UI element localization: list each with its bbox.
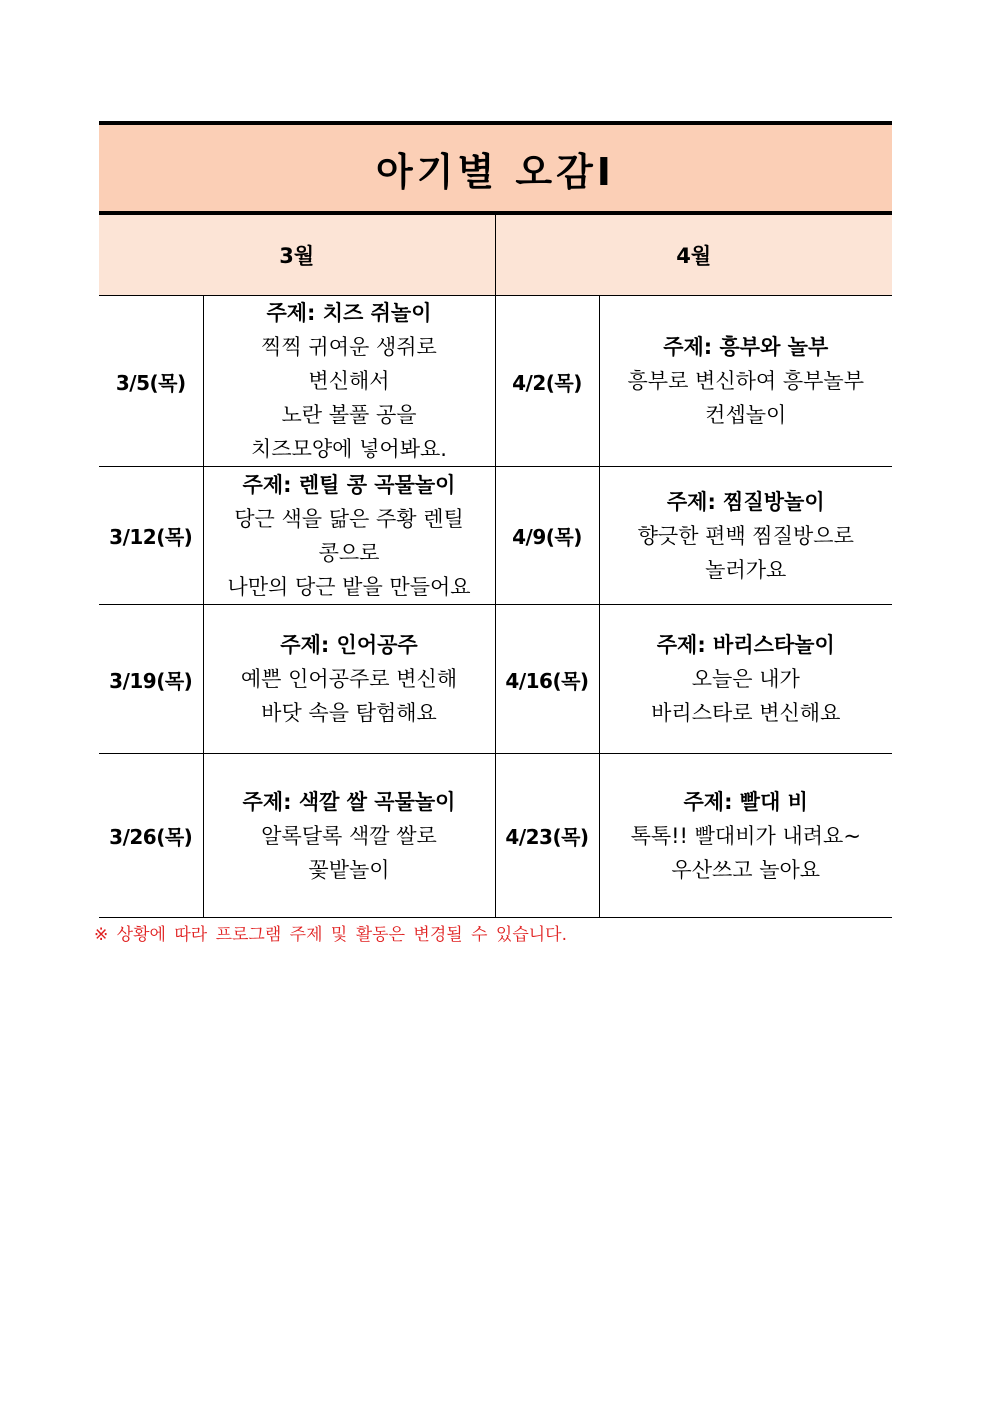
date-cell: 3/19(목) <box>99 605 203 754</box>
activity-line: 바닷 속을 탐험해요 <box>261 701 437 725</box>
activity-line: 변신해서 <box>308 369 390 393</box>
activity-cell <box>203 296 495 467</box>
activity-cell <box>599 754 892 918</box>
activity-topic: 주제: 렌틸 콩 곡물놀이 <box>242 472 456 497</box>
title-banner <box>99 121 892 214</box>
schedule-sheet <box>99 121 892 918</box>
activity-line: 바리스타로 변신해요 <box>651 701 841 725</box>
activity-line: 노란 볼풀 공을 <box>281 403 417 427</box>
activity-topic: 주제: 바리스타놀이 <box>656 633 835 657</box>
activity-line: 나만의 당근 밭을 만들어요 <box>227 574 471 599</box>
activity-line: 알록달록 색깔 쌀로 <box>261 823 437 848</box>
activity-line: 톡톡!! 빨대비가 내려요~ <box>630 823 861 848</box>
activity-line: 향긋한 편백 찜질방으로 <box>637 523 854 548</box>
date-cell: 4/16(목) <box>495 605 599 754</box>
schedule-table <box>99 214 892 918</box>
activity-topic: 주제: 인어공주 <box>280 633 418 657</box>
activity-line: 치즈모양에 넣어봐요. <box>251 437 447 461</box>
table-row <box>99 605 892 754</box>
activity-cell <box>203 467 495 605</box>
date-cell: 3/26(목) <box>99 754 203 918</box>
activity-cell <box>203 605 495 754</box>
activity-topic: 주제: 치즈 쥐놀이 <box>266 301 432 325</box>
month-header-april: 4월 <box>495 215 892 296</box>
activity-line: 흥부로 변신하여 흥부놀부 <box>627 369 864 393</box>
table-row <box>99 296 892 467</box>
activity-topic: 주제: 색깔 쌀 곡물놀이 <box>242 789 456 814</box>
date-cell: 4/23(목) <box>495 754 599 918</box>
table-row <box>99 467 892 605</box>
table-row <box>99 754 892 918</box>
activity-line: 콩으로 <box>318 540 380 565</box>
activity-line: 예쁜 인어공주로 변신해 <box>240 667 458 691</box>
activity-line: 컨셉놀이 <box>705 403 787 427</box>
activity-cell <box>599 467 892 605</box>
month-header-row <box>99 215 892 296</box>
activity-line: 꽃밭놀이 <box>308 857 390 882</box>
activity-topic: 주제: 흥부와 놀부 <box>663 335 829 359</box>
activity-line: 놀러가요 <box>705 557 787 582</box>
date-cell: 4/2(목) <box>495 296 599 467</box>
month-header-march: 3월 <box>99 215 495 296</box>
activity-line: 우산쓰고 놀아요 <box>671 857 821 882</box>
activity-cell <box>203 754 495 918</box>
activity-cell <box>599 296 892 467</box>
change-notice: ※ 상황에 따라 프로그램 주제 및 활동은 변경될 수 있습니다. <box>94 925 567 945</box>
activity-line: 당근 색을 닮은 주황 렌틸 <box>234 506 464 531</box>
activity-line: 오늘은 내가 <box>691 667 800 691</box>
activity-line: 찍찍 귀여운 생쥐로 <box>261 335 437 359</box>
date-cell: 3/5(목) <box>99 296 203 467</box>
activity-topic: 주제: 빨대 비 <box>683 789 808 814</box>
activity-cell <box>599 605 892 754</box>
page-title: 아기별 오감Ⅰ <box>376 149 615 194</box>
activity-topic: 주제: 찜질방놀이 <box>666 489 825 514</box>
date-cell: 3/12(목) <box>99 467 203 605</box>
date-cell: 4/9(목) <box>495 467 599 605</box>
